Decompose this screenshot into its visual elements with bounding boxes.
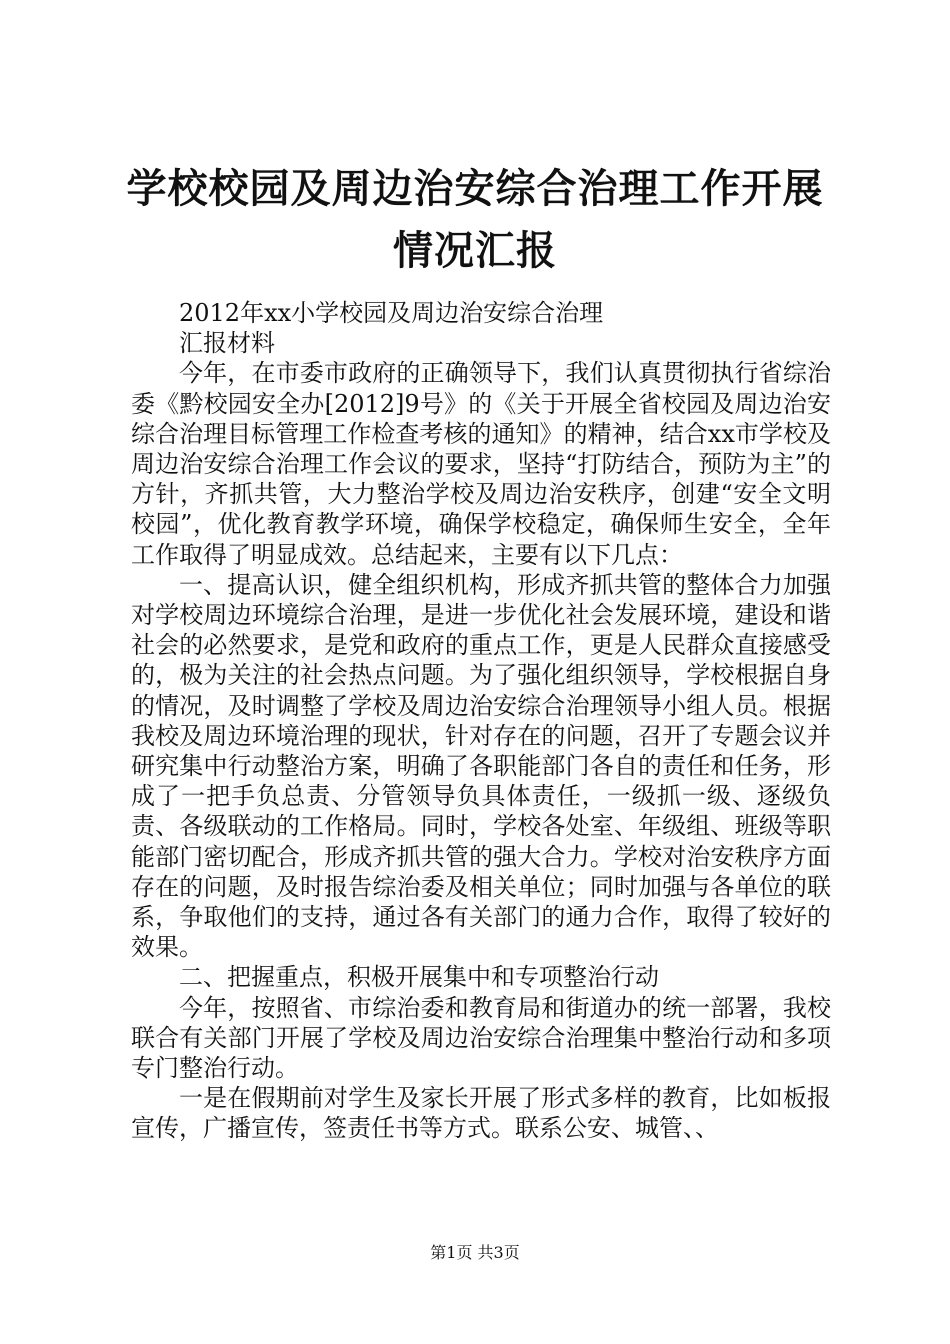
paragraph-section-2-item-1: 一是在假期前对学生及家长开展了形式多样的教育，比如板报宣传，广播宣传，签责任书等方式。联系公安、城管、、	[131, 1084, 831, 1143]
paragraph-section-1: 一、提高认识，健全组织机构，形成齐抓共管的整体合力加强对学校周边环境综合治理，是进一步优化社会发展环境，建设和谐社会的必然要求，是党和政府的重点工作，更是人民群众直接感受的，极为关注的社会热点问题。为了强化组织领导，学校根据自身的情况，及时调整了学校及周边治安综合治理领导小组人员。根据我校及周边环境治理的现状，针对存在的问题，召开了专题会议并研究集中行动整治方案，明确了各职能部门各自的责任和任务，形成了一把手负总责、分管领导负具体责任，一级抓一级、逐级负责、各级联动的工作格局。同时，学校各处室、年级组、班级等职能部门密切配合，形成齐抓共管的强大合力。学校对治安秩序方面存在的问题，及时报告综治委及相关单位；同时加强与各单位的联系，争取他们的支持，通过各有关部门的通力合作，取得了较好的效果。	[131, 570, 831, 962]
document-body	[131, 298, 831, 1144]
paragraph-subtitle-line1: 2012年xx小学校园及周边治安综合治理	[179, 299, 604, 327]
paragraph-section-2-intro: 今年，按照省、市综治委和教育局和街道办的统一部署，我校联合有关部门开展了学校及周边治安综合治理集中整治行动和多项专门整治行动。	[131, 993, 831, 1083]
paragraph-section-2-heading: 二、把握重点，积极开展集中和专项整治行动	[179, 963, 659, 992]
document-title: 学校校园及周边治安综合治理工作开展情况汇报	[126, 165, 824, 274]
paragraph-intro: 今年，在市委市政府的正确领导下，我们认真贯彻执行省综治委《黔校园安全办[2012]9号》的《关于开展全省校园及周边治安综合治理目标管理工作检查考核的通知》的精神，结合xx市学校及周边治安综合治理工作会议的要求，坚持“打防结合，预防为主”的方针，齐抓共管，大力整治学校及周边治安秩序，创建“安全文明校园”，优化教育教学环境，确保学校稳定，确保师生安全，全年工作取得了明显成效。总结起来，主要有以下几点：	[131, 359, 831, 569]
paragraph-subtitle-line2: 汇报材料	[179, 329, 275, 358]
page-footer: 第1页 共3页	[430, 1243, 520, 1262]
